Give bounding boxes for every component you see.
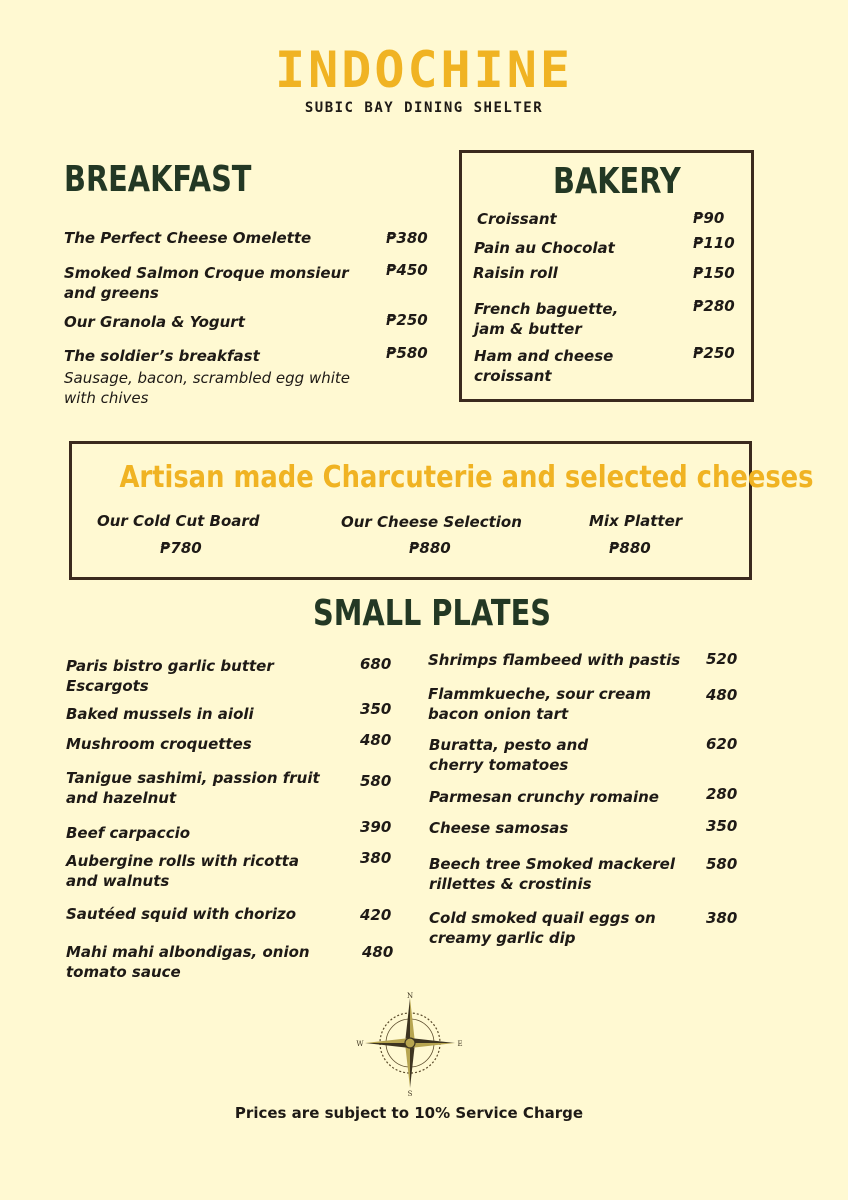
breakfast-item-price: ₱450 [386,261,428,279]
small-plate-item-price: 620 [706,735,738,753]
small-plate-item-price: 480 [362,943,394,961]
small-plate-item-name: Cheese samosas [429,819,569,837]
compass-east-label: E [457,1040,463,1048]
small-plate-item-name: Paris bistro garlic butter Escargots [66,657,274,695]
breakfast-item-price: ₱250 [386,311,428,329]
breakfast-item-price: ₱380 [386,229,428,247]
charcuterie-item-price: ₱880 [409,539,451,557]
service-charge-note: Prices are subject to 10% Service Charge [234,1104,584,1122]
compass-north-label: N [406,992,414,1000]
breakfast-item-name: The soldier’s breakfast [64,347,260,365]
bakery-title: BAKERY [553,161,681,202]
charcuterie-title: Artisan made Charcuterie and selected cheeses [119,460,814,495]
bakery-item-name: Pain au Chocolat [474,239,615,257]
small-plate-item-name: Flammkueche, sour cream bacon onion tart [428,685,652,723]
small-plate-item-name: Tanigue sashimi, passion fruit and hazelnut [66,769,320,807]
charcuterie-item-price: ₱880 [609,539,651,557]
small-plate-item-price: 680 [360,655,392,673]
bakery-item-name: Croissant [477,210,557,228]
small-plate-item-price: 280 [706,785,738,803]
breakfast-item-description: Sausage, bacon, scrambled egg white with chives [64,369,351,407]
charcuterie-item-name: Our Cold Cut Board [97,512,260,530]
charcuterie-item-name: Mix Platter [589,512,683,530]
small-plate-item-name: Parmesan crunchy romaine [429,788,659,806]
small-plate-item-name: Baked mussels in aioli [66,705,254,723]
small-plate-item-price: 390 [360,818,392,836]
bakery-item-name: French baguette, jam & butter [474,300,619,338]
small-plate-item-price: 420 [360,906,392,924]
small-plate-item-price: 580 [360,772,392,790]
small-plate-item-price: 520 [706,650,738,668]
small-plate-item-price: 350 [706,817,738,835]
small-plate-item-price: 580 [706,855,738,873]
breakfast-item-name: The Perfect Cheese Omelette [64,229,312,247]
small-plate-item-price: 380 [360,849,392,867]
small-plates-title: SMALL PLATES [313,593,551,634]
charcuterie-item-price: ₱780 [160,539,202,557]
bakery-item-name: Ham and cheese croissant [474,347,614,385]
small-plate-item-name: Beech tree Smoked mackerel rillettes & crostinis [429,855,675,893]
small-plate-item-name: Mahi mahi albondigas, onion tomato sauce [66,943,310,981]
breakfast-item-name: Our Granola & Yogurt [64,313,245,331]
restaurant-name: INDOCHINE [275,41,573,99]
bakery-item-price: ₱150 [693,264,735,282]
compass-south-label: S [407,1090,413,1098]
compass-rose-icon [356,990,464,1098]
small-plate-item-name: Cold smoked quail eggs on creamy garlic dip [429,909,656,947]
bakery-item-price: ₱280 [693,297,735,315]
small-plate-item-price: 380 [706,909,738,927]
breakfast-item-price: ₱580 [386,344,428,362]
breakfast-item-name: Smoked Salmon Croque monsieur and greens [64,264,349,302]
small-plate-item-name: Shrimps flambeed with pastis [428,651,681,669]
bakery-item-name: Raisin roll [473,264,558,282]
small-plate-item-price: 350 [360,700,392,718]
breakfast-title: BREAKFAST [64,159,252,200]
small-plate-item-name: Mushroom croquettes [66,735,252,753]
small-plate-item-price: 480 [360,731,392,749]
charcuterie-item-name: Our Cheese Selection [341,513,522,531]
small-plate-item-price: 480 [706,686,738,704]
restaurant-tagline: SUBIC BAY DINING SHELTER [304,100,544,116]
small-plate-item-name: Buratta, pesto and cherry tomatoes [429,736,589,774]
bakery-item-price: ₱110 [693,234,735,252]
small-plate-item-name: Beef carpaccio [66,824,191,842]
bakery-item-price: ₱90 [693,209,725,227]
compass-west-label: W [356,1040,364,1048]
small-plate-item-name: Aubergine rolls with ricotta and walnuts [66,852,299,890]
compass-rose-icon [356,990,464,1098]
bakery-item-price: ₱250 [693,344,735,362]
small-plate-item-name: Sautéed squid with chorizo [66,905,297,923]
